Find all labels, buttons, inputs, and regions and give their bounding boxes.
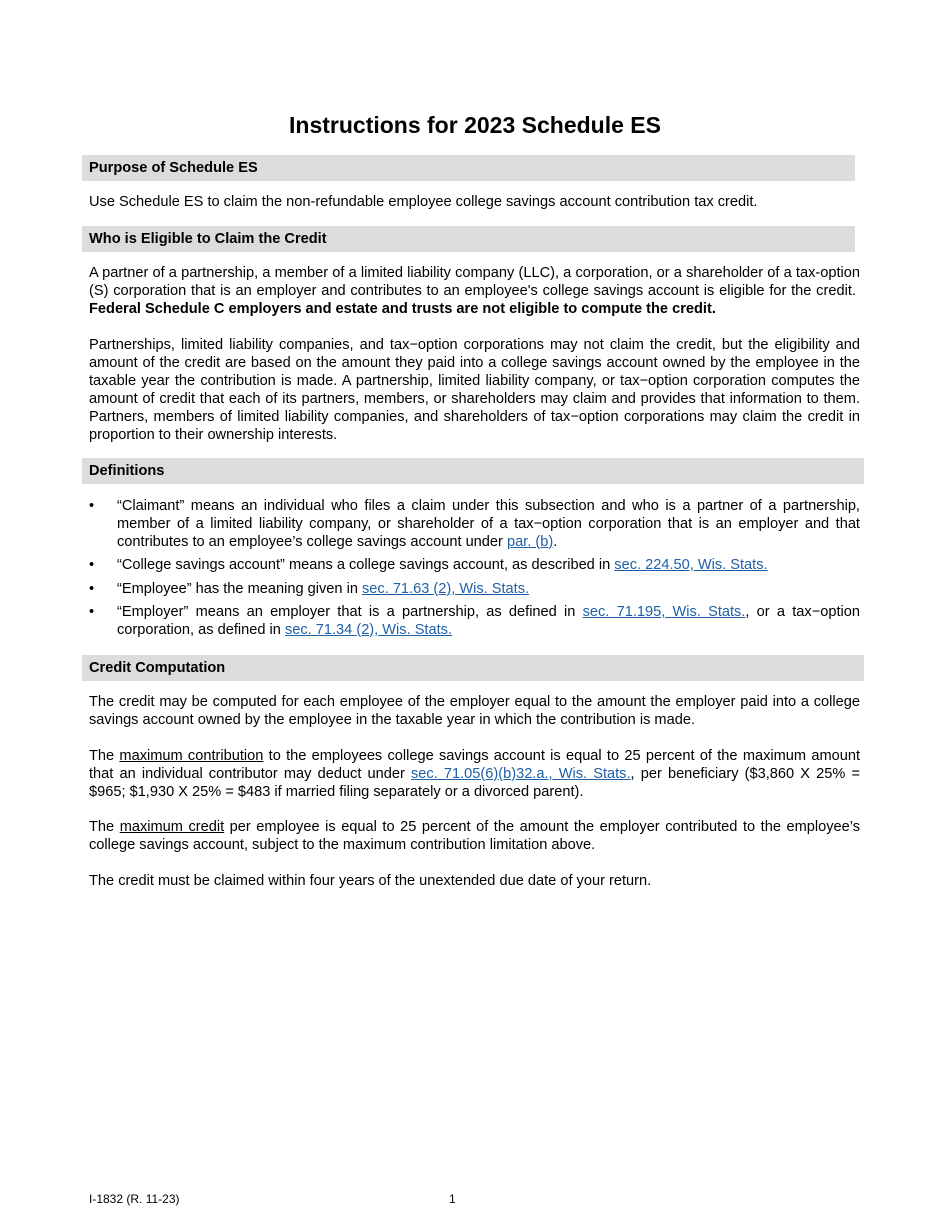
page-title: Instructions for 2023 Schedule ES xyxy=(289,112,661,138)
computation-p2-mid: to the employees college savings account is equal to 25 percent of the maximum amount that an individual contributor may deduct under xyxy=(89,748,861,782)
computation-p3-end: per employee is equal to 25 percent of the amount the employer contributed to the employee’s college savings account, subject to the maximum contribution limitation above. xyxy=(89,819,861,853)
list-item xyxy=(89,498,860,552)
definition-claimant-text: “Claimant” means an individual who files a claim under this subsection and who is a partner of a partnership, member of a limited liability company, or shareholder of a tax−option corporation that is an employer and that contributes to an employee’s college savings account under xyxy=(117,498,860,550)
definitions-list xyxy=(89,498,860,640)
list-item xyxy=(89,581,860,599)
computation-paragraph-2 xyxy=(89,748,860,802)
computation-p3-start: The xyxy=(89,819,120,835)
link-sec-71-34[interactable]: sec. 71.34 (2), Wis. Stats. xyxy=(284,621,453,638)
eligible-paragraph-2: Partnerships, limited liability companies, and tax−option corporations may not claim the credit, but the eligibility and amount of the credit are based on the amount they paid into a college savings account owned by the employee in the taxable year the contribution is made. A partnership, limited liability company, or tax−option corporation computes the amount of credit that each of its partners, members, or shareholders may claim and provides that information to them. Partners, members of limited liability companies, and shareholders of tax−option corporations may claim the credit in proportion to their ownership interests. xyxy=(89,337,860,443)
section-header-definitions: Definitions xyxy=(82,458,864,484)
link-sec-71-195[interactable]: sec. 71.195, Wis. Stats. xyxy=(582,604,746,621)
section-header-eligible: Who is Eligible to Claim the Credit xyxy=(82,226,855,252)
eligible-paragraph-1 xyxy=(89,265,860,319)
computation-paragraph-4: The credit must be claimed within four years of the unextended due date of your return. xyxy=(89,873,652,889)
link-sec-224-50[interactable]: sec. 224.50, Wis. Stats. xyxy=(614,557,768,574)
definition-claimant-end: . xyxy=(553,533,558,550)
link-sec-71-05[interactable]: sec. 71.05(6)(b)32.a., Wis. Stats. xyxy=(411,765,631,782)
link-sec-71-63[interactable]: sec. 71.63 (2), Wis. Stats. xyxy=(362,580,530,597)
term-maximum-contribution: maximum contribution xyxy=(119,748,264,764)
purpose-text: Use Schedule ES to claim the non-refundable employee college savings account contribution tax credit. xyxy=(89,194,758,210)
eligible-ineligibility-note: Federal Schedule C employers and estate and trusts are not eligible to compute the credit. xyxy=(89,300,716,317)
term-maximum-credit: maximum credit xyxy=(119,819,225,835)
footer-page-number: 1 xyxy=(449,1192,456,1206)
computation-p2-start: The xyxy=(89,748,120,764)
link-par-b[interactable]: par. (b) xyxy=(506,533,554,550)
definition-employer-mid: , or a tax−option corporation, as defined in xyxy=(117,604,860,638)
bullet: • xyxy=(89,557,95,574)
computation-paragraph-1: The credit may be computed for each employee of the employer equal to the amount the employer paid into a college savings account owned by the employee in the taxable year in which the contribution is made. xyxy=(89,694,860,728)
definition-employee-text: “Employee” has the meaning given in xyxy=(117,580,362,597)
list-item xyxy=(89,557,860,575)
computation-paragraph-3 xyxy=(89,819,860,855)
section-header-computation: Credit Computation xyxy=(82,655,864,681)
bullet: • xyxy=(89,580,95,597)
section-header-purpose: Purpose of Schedule ES xyxy=(82,155,855,181)
eligible-paragraph-1-text: A partner of a partnership, a member of a limited liability company (LLC), a corporation, or a shareholder of a tax-option (S) corporation that is an employer and contributes to an employee's college savings account is eligible for the credit. xyxy=(89,265,860,299)
bullet: • xyxy=(89,604,95,621)
bullet: • xyxy=(89,498,95,514)
computation-p2-end: , per beneficiary ($3,860 X 25% = $965; $1,930 X 25% = $483 if married filing separately or a divorced parent). xyxy=(89,765,861,800)
definition-employer-text: “Employer” means an employer that is a partnership, as defined in xyxy=(117,604,583,621)
footer-form-number: I-1832 (R. 11-23) xyxy=(89,1192,180,1206)
list-item xyxy=(89,604,860,640)
definition-college-savings-text: “College savings account” means a college savings account, as described in xyxy=(117,557,615,574)
